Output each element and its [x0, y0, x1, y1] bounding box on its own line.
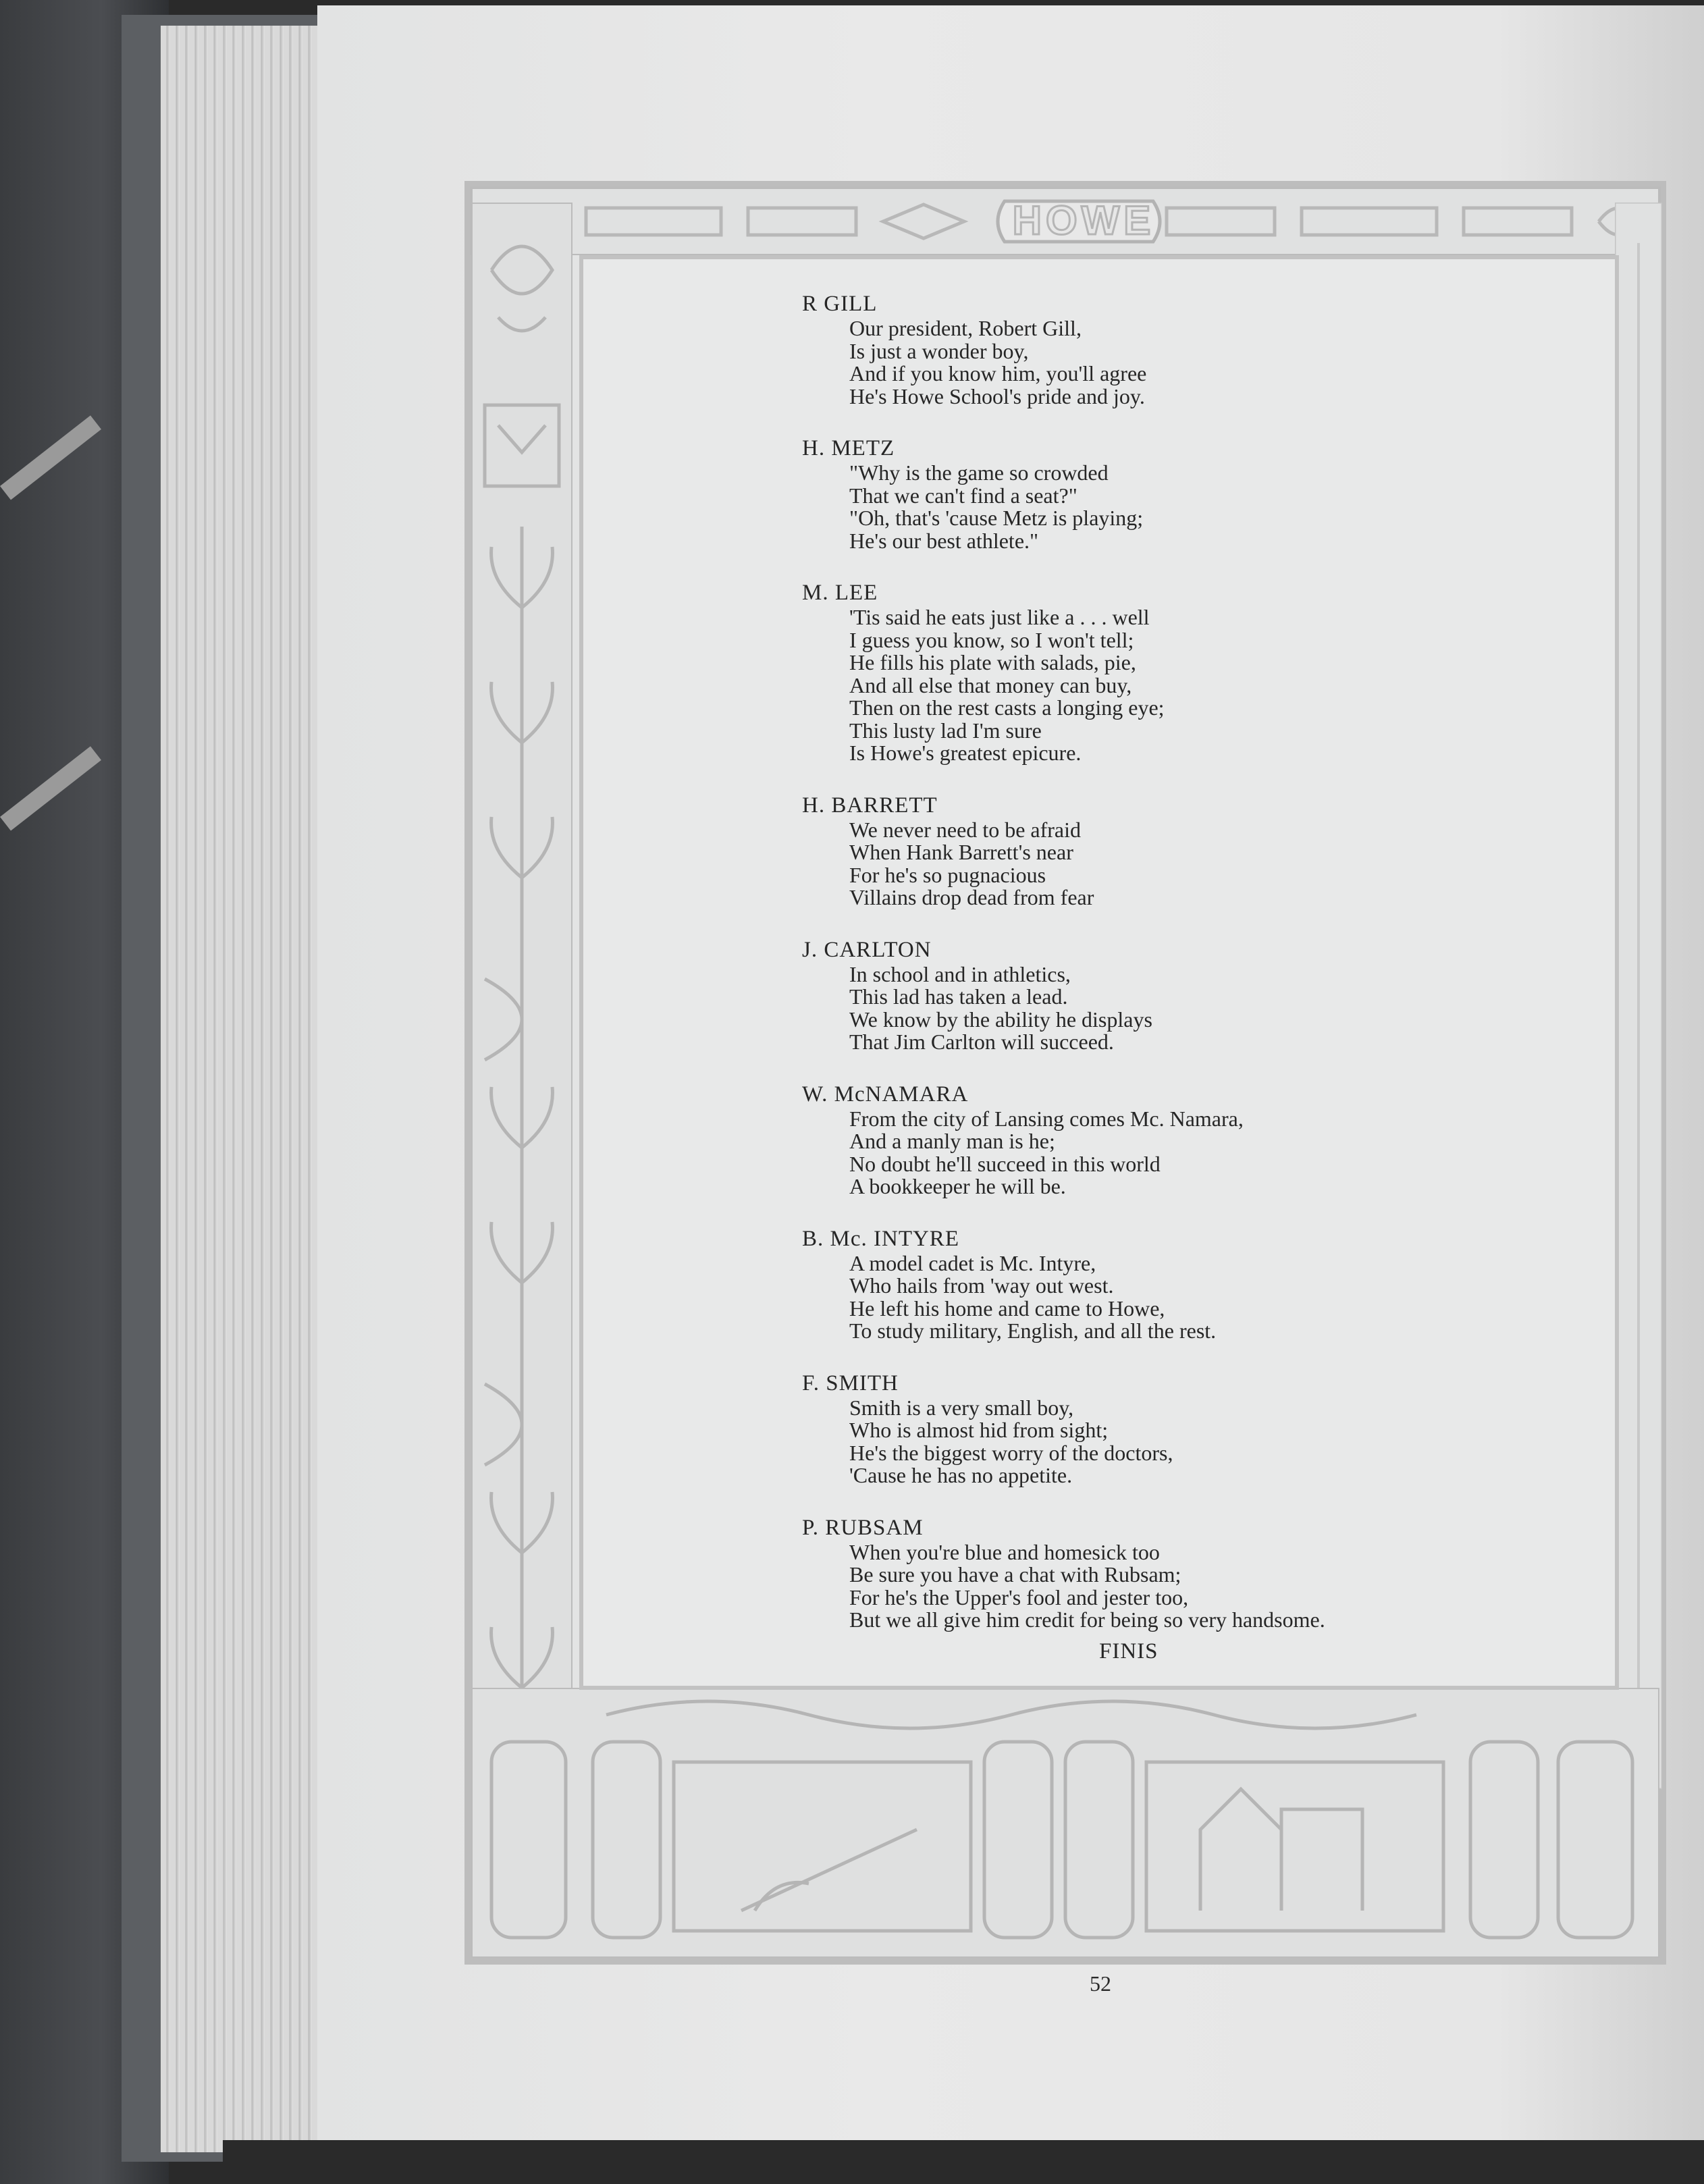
verse-line: A bookkeeper he will be. — [849, 1174, 1066, 1198]
poem-entry — [802, 1370, 1612, 1487]
entry-name: H. METZ — [802, 436, 895, 460]
verse-line: A model cadet is Mc. Intyre, — [849, 1250, 1096, 1275]
verse-line: "Oh, that's 'cause Metz is playing; — [849, 506, 1144, 530]
verse-line: Be sure you have a chat with Rubsam; — [849, 1562, 1181, 1587]
verse-line: From the city of Lansing comes Mc. Namara, — [849, 1106, 1244, 1131]
frame-left-ornament — [471, 203, 573, 1789]
verse-line: Then on the rest casts a longing eye; — [849, 695, 1165, 720]
entry-name: F. SMITH — [802, 1370, 899, 1395]
poem-entry — [802, 1514, 1612, 1632]
verse-line: We never need to be afraid — [849, 817, 1082, 842]
verse-line: Villains drop dead from fear — [849, 885, 1094, 909]
cover-band — [0, 746, 101, 830]
verse-line: Is Howe's greatest epicure. — [849, 741, 1082, 765]
poem-entry — [802, 936, 1612, 1054]
bottom-shadow — [223, 2140, 1704, 2184]
poem-entry — [802, 435, 1612, 552]
verse-line: No doubt he'll succeed in this world — [849, 1151, 1161, 1176]
verse-line: When Hank Barrett's near — [849, 840, 1073, 864]
verse-line: He left his home and came to Howe, — [849, 1296, 1165, 1321]
poem-entry — [802, 792, 1612, 909]
verse-line: He's Howe School's pride and joy. — [849, 383, 1145, 408]
entry-name: P. RUBSAM — [802, 1515, 924, 1540]
verse-line: But we all give him credit for being so very handsome. — [849, 1607, 1325, 1632]
verse-line: This lusty lad I'm sure — [849, 718, 1042, 743]
verse-line: He's our best athlete." — [849, 528, 1039, 553]
poem-list — [802, 290, 1612, 1659]
verse-line: And a manly man is he; — [849, 1129, 1055, 1153]
poem-entry — [802, 1225, 1612, 1343]
poem-entry — [802, 579, 1612, 765]
verse-line: He fills his plate with salads, pie, — [849, 650, 1136, 674]
poem-entry — [802, 1081, 1612, 1198]
finis-label: FINIS — [1099, 1639, 1159, 1663]
frame-right-ornament — [1615, 203, 1662, 1789]
verse-line: I guess you know, so I won't tell; — [849, 627, 1134, 652]
verse-line: To study military, English, and all the rest. — [849, 1319, 1217, 1343]
verse-line: This lad has taken a lead. — [849, 984, 1068, 1009]
verse-line: For he's the Upper's fool and jester too, — [849, 1584, 1189, 1609]
verse-line: Who hails from 'way out west. — [849, 1273, 1114, 1298]
verse-line: Our president, Robert Gill, — [849, 316, 1082, 340]
verse-line: For he's so pugnacious — [849, 862, 1046, 887]
verse-line: And if you know him, you'll agree — [849, 361, 1147, 385]
entry-name: W. McNAMARA — [802, 1082, 969, 1107]
verse-line: 'Tis said he eats just like a . . . well — [849, 605, 1150, 629]
entry-name: M. LEE — [802, 581, 878, 605]
verse-line: Smith is a very small boy, — [849, 1395, 1074, 1420]
entry-name: B. Mc. INTYRE — [802, 1226, 959, 1251]
header-label: HOWE — [1012, 197, 1155, 243]
frame-bottom-ornament — [471, 1688, 1659, 1958]
page-number: 52 — [1090, 1971, 1111, 1996]
verse-line: 'Cause he has no appetite. — [849, 1463, 1073, 1487]
verse-line: That we can't find a seat?" — [849, 483, 1077, 508]
entry-name: J. CARLTON — [802, 937, 932, 962]
verse-line: He's the biggest worry of the doctors, — [849, 1440, 1173, 1465]
cover-band — [0, 415, 101, 500]
verse-line: Is just a wonder boy, — [849, 338, 1029, 363]
verse-line: We know by the ability he displays — [849, 1007, 1152, 1032]
verse-line: "Why is the game so crowded — [849, 460, 1109, 485]
verse-line: In school and in athletics, — [849, 961, 1071, 986]
verse-line: Who is almost hid from sight; — [849, 1418, 1109, 1442]
verse-line: When you're blue and homesick too — [849, 1539, 1160, 1564]
entry-name: H. BARRETT — [802, 793, 938, 818]
poem-entry — [802, 290, 1612, 408]
verse-line: That Jim Carlton will succeed. — [849, 1030, 1114, 1054]
verse-line: And all else that money can buy, — [849, 672, 1132, 697]
page-edges — [161, 26, 323, 2152]
entry-name: R GILL — [802, 292, 878, 316]
